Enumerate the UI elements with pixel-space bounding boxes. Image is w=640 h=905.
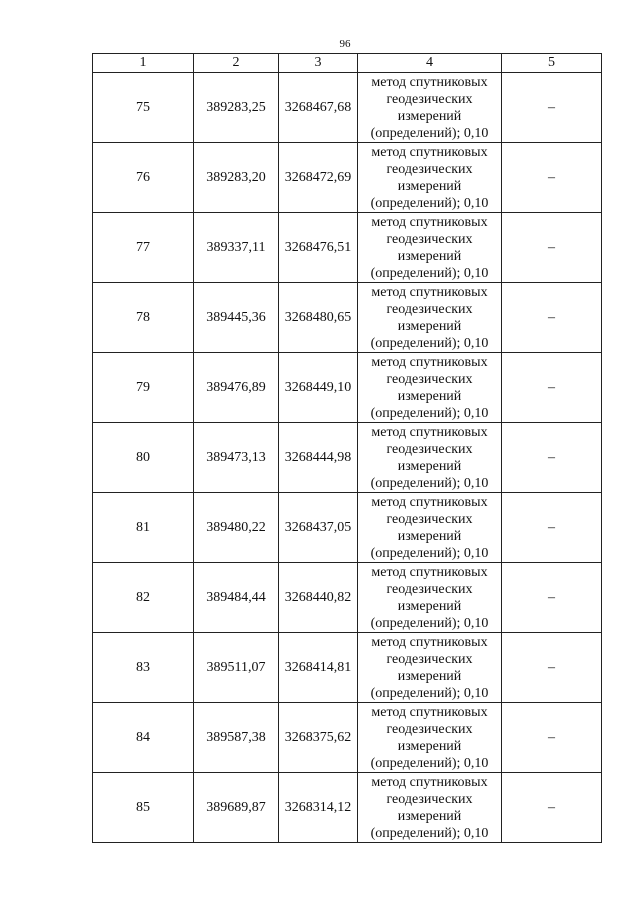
- point-number-cell: 81: [93, 493, 194, 563]
- note-cell: –: [502, 353, 602, 423]
- method-line: геодезических: [386, 651, 473, 667]
- method-cell: [358, 353, 502, 423]
- coordinate-x-cell: 389337,11: [194, 213, 279, 283]
- note-cell: –: [502, 493, 602, 563]
- method-line: измерений: [397, 808, 462, 824]
- method-cell: [358, 703, 502, 773]
- method-cell: [358, 423, 502, 493]
- point-number-cell: 82: [93, 563, 194, 633]
- coordinate-y-cell: 3268375,62: [279, 703, 358, 773]
- method-line: (определений); 0,10: [370, 755, 489, 771]
- method-line: геодезических: [386, 91, 473, 107]
- note-cell: –: [502, 773, 602, 843]
- method-line: (определений); 0,10: [370, 405, 489, 421]
- table-row: [93, 773, 602, 843]
- method-line: измерений: [397, 528, 462, 544]
- table-row: [93, 143, 602, 213]
- coordinate-x-cell: 389484,44: [194, 563, 279, 633]
- method-line: метод спутниковых: [371, 424, 488, 440]
- method-line: метод спутниковых: [371, 704, 488, 720]
- point-number-cell: 78: [93, 283, 194, 353]
- point-number-cell: 79: [93, 353, 194, 423]
- method-line: (определений); 0,10: [370, 685, 489, 701]
- coordinates-table: [92, 53, 602, 843]
- coordinate-x-cell: 389689,87: [194, 773, 279, 843]
- coordinate-y-cell: 3268467,68: [279, 73, 358, 143]
- method-line: (определений); 0,10: [370, 545, 489, 561]
- note-cell: –: [502, 283, 602, 353]
- method-line: геодезических: [386, 371, 473, 387]
- method-line: измерений: [397, 458, 462, 474]
- method-line: геодезических: [386, 511, 473, 527]
- method-cell: [358, 143, 502, 213]
- coordinate-x-cell: 389283,20: [194, 143, 279, 213]
- method-line: геодезических: [386, 791, 473, 807]
- method-line: геодезических: [386, 721, 473, 737]
- page-number: 96: [339, 38, 351, 50]
- note-cell: –: [502, 423, 602, 493]
- point-number-cell: 76: [93, 143, 194, 213]
- method-line: измерений: [397, 668, 462, 684]
- coordinate-y-cell: 3268449,10: [279, 353, 358, 423]
- method-line: метод спутниковых: [371, 564, 488, 580]
- method-line: метод спутниковых: [371, 144, 488, 160]
- method-line: метод спутниковых: [371, 494, 488, 510]
- coordinate-x-cell: 389283,25: [194, 73, 279, 143]
- note-cell: –: [502, 703, 602, 773]
- coordinate-y-cell: 3268440,82: [279, 563, 358, 633]
- table-row: [93, 213, 602, 283]
- method-line: (определений); 0,10: [370, 335, 489, 351]
- point-number-cell: 77: [93, 213, 194, 283]
- table-row: [93, 423, 602, 493]
- method-line: метод спутниковых: [371, 354, 488, 370]
- method-cell: [358, 493, 502, 563]
- method-line: (определений); 0,10: [370, 125, 489, 141]
- coordinate-x-cell: 389480,22: [194, 493, 279, 563]
- method-line: измерений: [397, 388, 462, 404]
- coordinate-x-cell: 389473,13: [194, 423, 279, 493]
- method-line: измерений: [397, 108, 462, 124]
- coordinate-x-cell: 389476,89: [194, 353, 279, 423]
- method-cell: [358, 633, 502, 703]
- column-header-3: 3: [279, 54, 358, 73]
- point-number-cell: 84: [93, 703, 194, 773]
- method-line: измерений: [397, 248, 462, 264]
- coordinate-x-cell: 389445,36: [194, 283, 279, 353]
- point-number-cell: 75: [93, 73, 194, 143]
- method-line: измерений: [397, 318, 462, 334]
- method-line: (определений); 0,10: [370, 475, 489, 491]
- method-line: (определений); 0,10: [370, 195, 489, 211]
- method-line: геодезических: [386, 301, 473, 317]
- method-line: (определений); 0,10: [370, 615, 489, 631]
- table-row: [93, 563, 602, 633]
- note-cell: –: [502, 143, 602, 213]
- coordinate-y-cell: 3268472,69: [279, 143, 358, 213]
- coordinate-y-cell: 3268480,65: [279, 283, 358, 353]
- column-header-5: 5: [502, 54, 602, 73]
- coordinate-y-cell: 3268476,51: [279, 213, 358, 283]
- point-number-cell: 85: [93, 773, 194, 843]
- header-row: [93, 54, 602, 73]
- method-line: геодезических: [386, 441, 473, 457]
- coordinate-y-cell: 3268314,12: [279, 773, 358, 843]
- coordinate-x-cell: 389511,07: [194, 633, 279, 703]
- note-cell: –: [502, 633, 602, 703]
- method-line: метод спутниковых: [371, 284, 488, 300]
- method-line: геодезических: [386, 161, 473, 177]
- table-row: [93, 703, 602, 773]
- table-row: [93, 493, 602, 563]
- method-line: метод спутниковых: [371, 634, 488, 650]
- method-cell: [358, 283, 502, 353]
- method-cell: [358, 773, 502, 843]
- coordinate-x-cell: 389587,38: [194, 703, 279, 773]
- method-cell: [358, 563, 502, 633]
- method-line: метод спутниковых: [371, 774, 488, 790]
- method-cell: [358, 73, 502, 143]
- method-line: (определений); 0,10: [370, 825, 489, 841]
- note-cell: –: [502, 563, 602, 633]
- method-line: метод спутниковых: [371, 214, 488, 230]
- method-line: метод спутниковых: [371, 74, 488, 90]
- method-line: геодезических: [386, 581, 473, 597]
- point-number-cell: 80: [93, 423, 194, 493]
- method-line: геодезических: [386, 231, 473, 247]
- point-number-cell: 83: [93, 633, 194, 703]
- method-line: измерений: [397, 738, 462, 754]
- table-row: [93, 633, 602, 703]
- table-row: [93, 353, 602, 423]
- column-header-2: 2: [194, 54, 279, 73]
- method-line: (определений); 0,10: [370, 265, 489, 281]
- note-cell: –: [502, 73, 602, 143]
- method-cell: [358, 213, 502, 283]
- column-header-1: 1: [93, 54, 194, 73]
- method-line: измерений: [397, 598, 462, 614]
- method-line: измерений: [397, 178, 462, 194]
- coordinate-y-cell: 3268414,81: [279, 633, 358, 703]
- table-row: [93, 283, 602, 353]
- table-row: [93, 73, 602, 143]
- note-cell: –: [502, 213, 602, 283]
- coordinate-y-cell: 3268437,05: [279, 493, 358, 563]
- coordinate-y-cell: 3268444,98: [279, 423, 358, 493]
- column-header-4: 4: [358, 54, 502, 73]
